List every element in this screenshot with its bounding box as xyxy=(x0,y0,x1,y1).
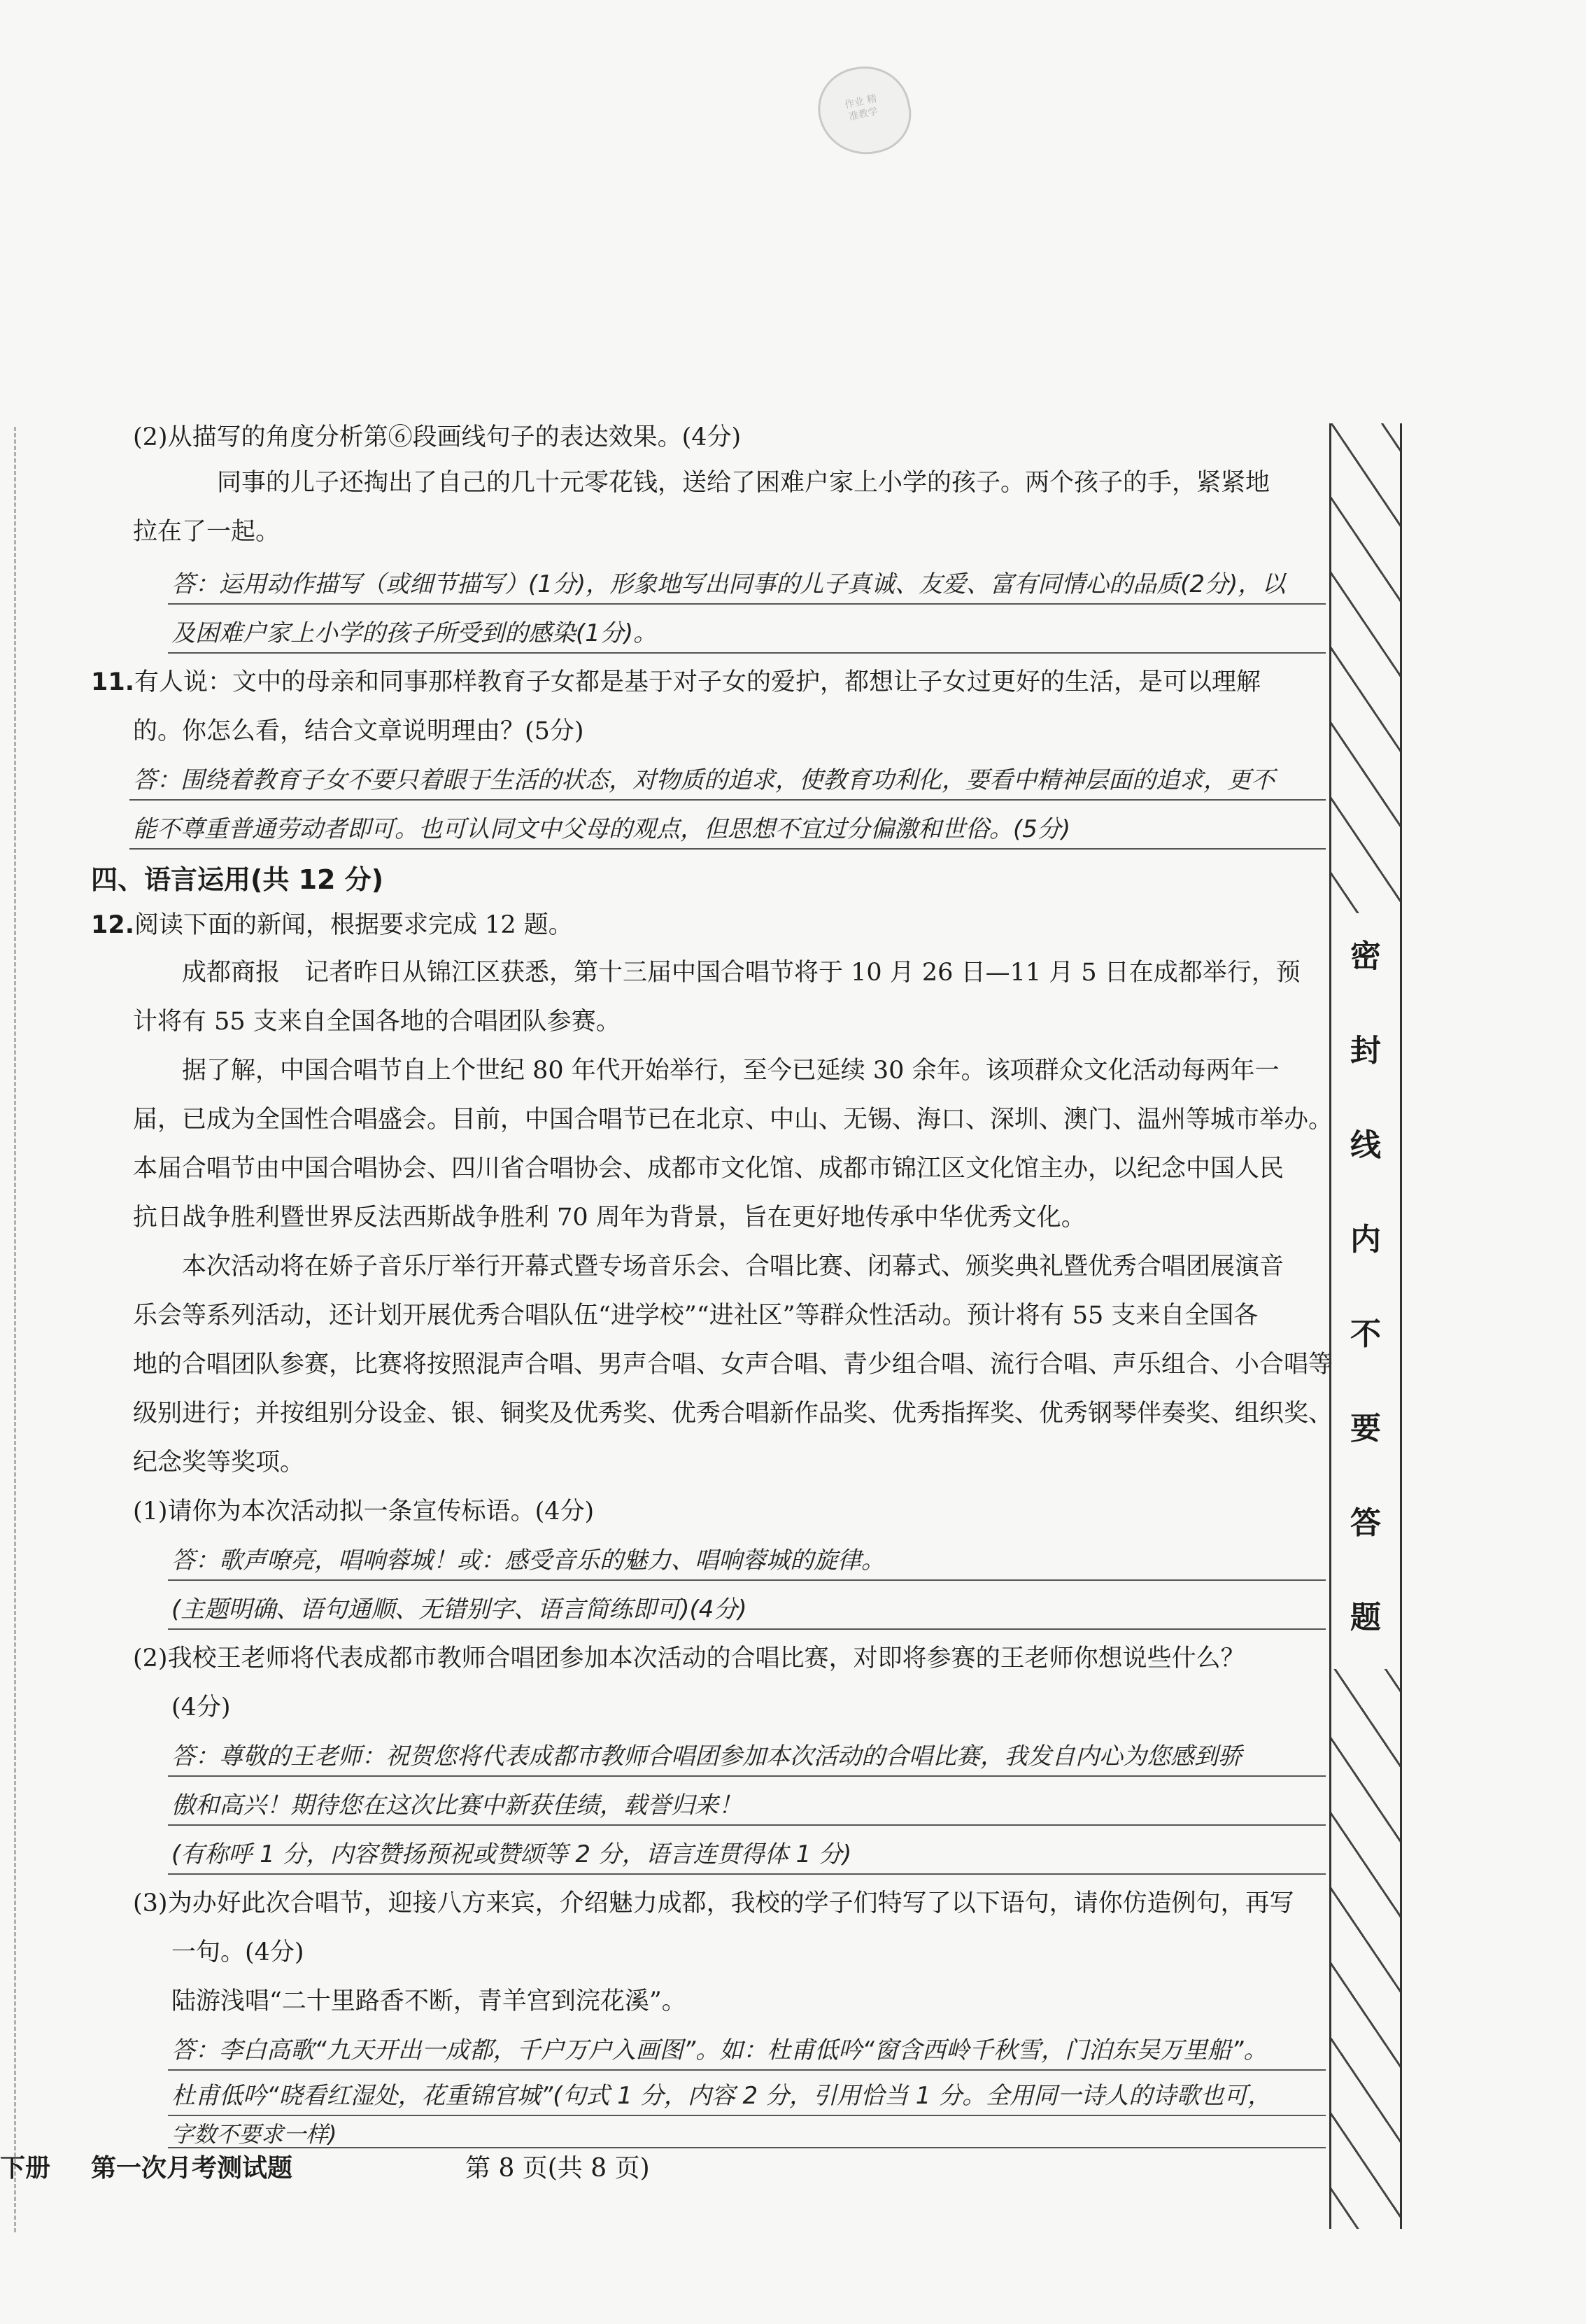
news-line: 成都商报 记者昨日从锦江区获悉，第十三届中国合唱节将于 10 月 26 日—11 月 5 日在成都举行，预 xyxy=(182,959,1301,987)
footer-volume: 下册 xyxy=(0,2154,51,2183)
q12-2-answer-line-3: (有称呼 1 分，内容赞扬预祝或赞颂等 2 分，语言连贯得体 1 分) xyxy=(171,1840,852,1868)
q12-3-answer-line-3: 字数不要求一样) xyxy=(171,2121,337,2148)
q12-3-example: 陆游浅唱“二十里路香不断，青羊宫到浣花溪”。 xyxy=(171,1987,686,2015)
q12-3-answer-line-2: 杜甫低吟“晓看红湿处，花重锦官城”(句式 1 分，内容 2 分，引用恰当 1 分。全用同一诗人的诗歌也可， xyxy=(171,2082,1272,2110)
seal-char: 题 xyxy=(1350,1600,1381,1635)
answer-underline xyxy=(168,2115,1326,2116)
q11-answer-line-1: 答：围绕着教育子女不要只着眼于生活的状态，对物质的追求，使教育功利化，要看中精神层面的追求，更不 xyxy=(133,766,1275,794)
news-line: 抗日战争胜利暨世界反法西斯战争胜利 70 周年为背景，旨在更好地传承中华优秀文化。 xyxy=(133,1204,1086,1232)
section-4-title: 四、语言运用(共 12 分) xyxy=(91,864,384,895)
q10-2-answer-line-1: 答：运用动作描写（或细节描写）(1分)，形象地写出同事的儿子真诚、友爱、富有同情心的品质(2分)，以 xyxy=(171,570,1286,598)
q12-2-prompt-line-2: (4分) xyxy=(171,1693,231,1721)
q12-3-answer-line-1: 答：李白高歌“九天开出一成都，千户万户入画图”。如：杜甫低吟“窗含西岭千秋雪，门泊东吴万里船”。 xyxy=(171,2036,1268,2064)
news-line: 届，已成为全国性合唱盛会。目前，中国合唱节已在北京、中山、无锡、海口、深圳、澳门、温州等城市举办。 xyxy=(133,1106,1333,1134)
seal-char: 要 xyxy=(1350,1411,1381,1446)
news-line: 地的合唱团队参赛，比赛将按照混声合唱、男声合唱、女声合唱、青少组合唱、流行合唱、声乐组合、小合唱等 xyxy=(133,1351,1333,1379)
news-line: 纪念奖等奖项。 xyxy=(133,1449,305,1477)
answer-underline xyxy=(168,2069,1326,2071)
sealing-margin xyxy=(1329,423,1402,2229)
seal-char: 封 xyxy=(1350,1033,1381,1069)
seal-char: 密 xyxy=(1350,938,1381,974)
answer-underline xyxy=(168,603,1326,605)
q12-prompt: 阅读下面的新闻，根据要求完成 12 题。 xyxy=(134,911,573,939)
q11-number: 11. xyxy=(91,668,135,696)
q11-prompt-line-1: 有人说：文中的母亲和同事那样教育子女都是基于对子女的爱护，都想让子女过更好的生活，是可以理解 xyxy=(134,668,1261,696)
q12-2-answer-line-2: 傲和高兴！期待您在这次比赛中新获佳绩，载誉归来！ xyxy=(171,1791,742,1819)
answer-underline xyxy=(129,799,1326,801)
news-line: 本次活动将在娇子音乐厅举行开幕式暨专场音乐会、合唱比赛、闭幕式、颁奖典礼暨优秀合唱团展演音 xyxy=(182,1253,1284,1281)
footer-page-number: 第 8 页(共 8 页) xyxy=(465,2154,650,2183)
footer-exam-title: 第一次月考测试题 xyxy=(91,2154,293,2183)
answer-underline xyxy=(168,652,1326,654)
seal-char: 不 xyxy=(1350,1316,1381,1352)
seal-text xyxy=(1331,913,1400,1669)
news-line: 本届合唱节由中国合唱协会、四川省合唱协会、成都市文化馆、成都市锦江区文化馆主办，以纪念中国人民 xyxy=(133,1155,1284,1183)
q12-1-prompt: (1)请你为本次活动拟一条宣传标语。(4分) xyxy=(133,1498,595,1526)
binding-dashed-line xyxy=(14,427,16,2232)
news-line: 据了解，中国合唱节自上个世纪 80 年代开始举行，至今已延续 30 余年。该项群众文化活动每两年一 xyxy=(182,1057,1280,1085)
news-line: 级别进行；并按组别分设金、银、铜奖及优秀奖、优秀合唱新作品奖、优秀指挥奖、优秀钢琴伴奏奖、组织奖、 xyxy=(133,1400,1333,1428)
q12-3-prompt-line-2: 一句。(4分) xyxy=(171,1938,304,1966)
news-line: 计将有 55 支来自全国各地的合唱团队参赛。 xyxy=(133,1008,621,1036)
hatch-pattern xyxy=(1331,1669,1400,2229)
seal-char: 线 xyxy=(1350,1127,1381,1163)
q11-prompt-line-2: 的。你怎么看，结合文章说明理由？(5分) xyxy=(133,717,584,745)
answer-underline xyxy=(168,1579,1326,1581)
q12-number: 12. xyxy=(91,911,135,939)
stamp-text: 作业 精准教学 xyxy=(843,93,879,123)
news-line: 乐会等系列活动，还计划开展优秀合唱队伍“进学校”“进社区”等群众性活动。预计将有 55 支来自全国各 xyxy=(133,1302,1259,1330)
seal-char: 内 xyxy=(1350,1222,1381,1258)
seal-char: 答 xyxy=(1350,1505,1381,1541)
watermark-stamp xyxy=(810,58,918,163)
q12-2-prompt-line-1: (2)我校王老师将代表成都市教师合唱团参加本次活动的合唱比赛，对即将参赛的王老师你想说些什么？ xyxy=(133,1645,1245,1672)
answer-underline xyxy=(168,1775,1326,1777)
answer-underline xyxy=(168,1824,1326,1826)
hatch-pattern xyxy=(1331,423,1400,913)
answer-underline xyxy=(129,848,1326,850)
q10-2-quote-line-2: 拉在了一起。 xyxy=(133,518,281,546)
q10-2-prompt: (2)从描写的角度分析第⑥段画线句子的表达效果。(4分) xyxy=(133,423,742,451)
answer-underline xyxy=(168,1873,1326,1875)
answer-underline xyxy=(168,1628,1326,1630)
q12-2-answer-line-1: 答：尊敬的王老师：祝贺您将代表成都市教师合唱团参加本次活动的合唱比赛，我发自内心为您感到骄 xyxy=(171,1742,1242,1770)
q10-2-answer-line-2: 及困难户家上小学的孩子所受到的感染(1分)。 xyxy=(171,619,658,647)
q11-answer-line-2: 能不尊重普通劳动者即可。也可认同文中父母的观点，但思想不宜过分偏激和世俗。(5分) xyxy=(133,815,1071,843)
q10-2-quote-line-1: 同事的儿子还掏出了自己的几十元零花钱，送给了困难户家上小学的孩子。两个孩子的手，紧紧地 xyxy=(217,469,1270,497)
q12-3-prompt-line-1: (3)为办好此次合唱节，迎接八方来宾，介绍魅力成都，我校的学子们特写了以下语句，请你仿造例句，再写 xyxy=(133,1889,1294,1917)
q12-1-answer-line-2: (主题明确、语句通顺、无错别字、语言简练即可)(4分) xyxy=(171,1596,747,1624)
answer-underline xyxy=(168,2147,1326,2148)
q12-1-answer-line-1: 答：歌声嘹亮，唱响蓉城！或：感受音乐的魅力、唱响蓉城的旋律。 xyxy=(171,1547,885,1575)
